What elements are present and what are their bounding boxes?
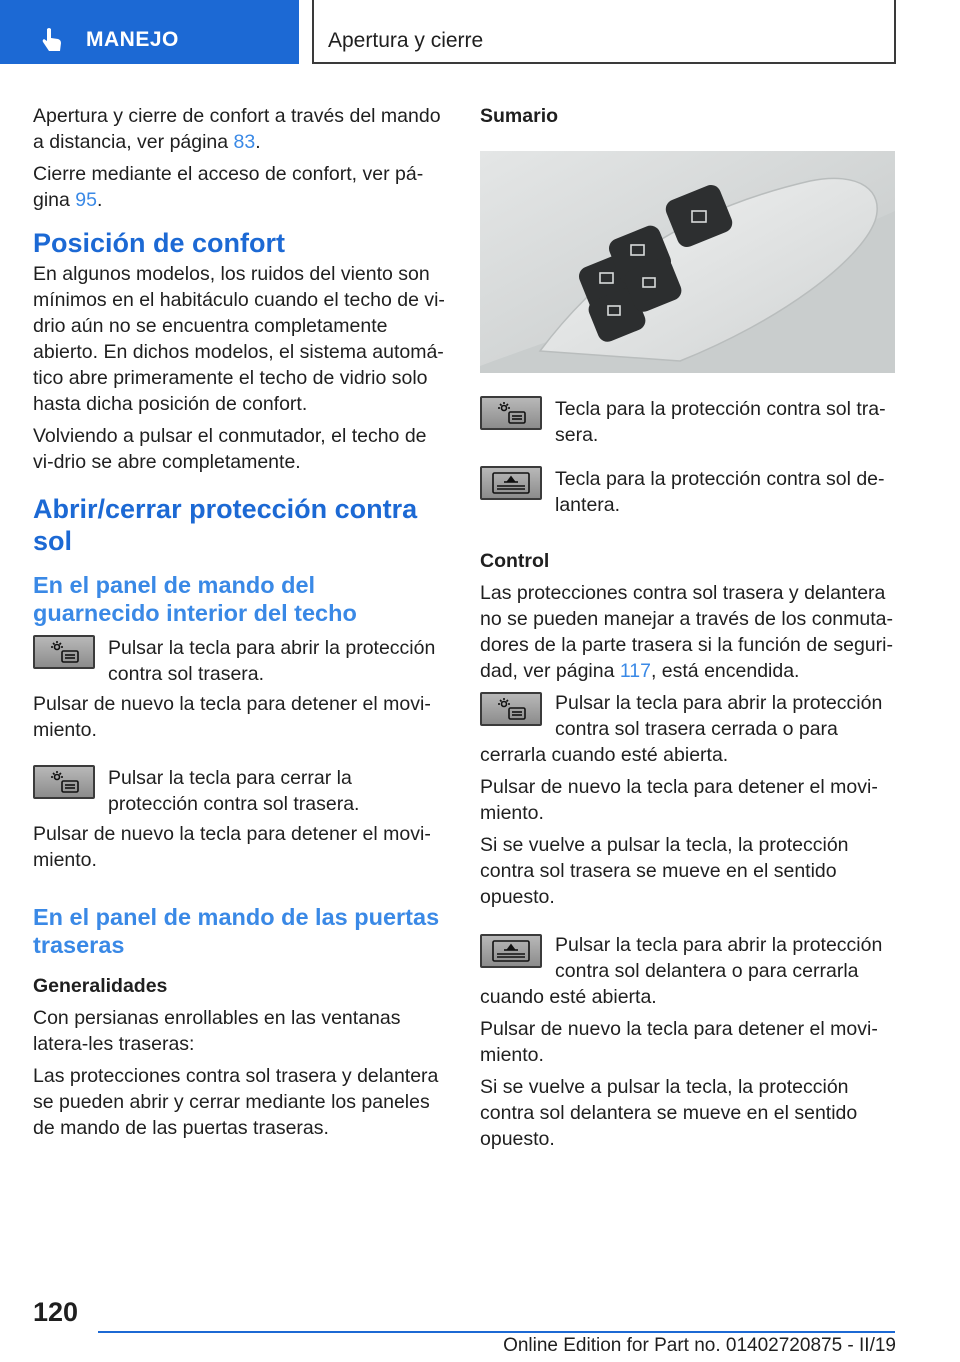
key-legend [480, 396, 895, 448]
paragraph: Pulsar de nuevo la tecla para detener el movi-miento. [33, 693, 431, 741]
left-column [33, 103, 445, 1147]
key-description: Tecla para la protección contra sol tra-sera. [555, 398, 886, 446]
heading-panel-techo: En el panel de mando del guarnecido interior del techo [33, 572, 357, 626]
paragraph: Cierre mediante el acceso de confort, ver pá-gina 95. [33, 163, 424, 211]
paragraph: Pulsar de nuevo la tecla para detener el movi-miento. [33, 823, 431, 871]
key-description: Pulsar la tecla para abrir la protección contra sol delantera o para cerrarla cuando esté abierta. [480, 934, 883, 1008]
paragraph: Si se vuelve a pulsar la tecla, la protección contra sol trasera se mueve en el sentido opuesto. [480, 834, 849, 908]
heading-generalidades: Generalidades [33, 975, 168, 997]
rear-sunblind-key-icon [480, 396, 542, 430]
door-panel-switches-photo [480, 151, 895, 373]
chapter-tab [0, 0, 299, 64]
rear-sunblind-key-icon [33, 765, 95, 799]
key-legend [480, 466, 895, 518]
page-link[interactable]: 95 [75, 189, 97, 211]
key-instruction [480, 690, 895, 768]
key-description: Pulsar la tecla para abrir la protección contra sol trasera cerrada o para cerrarla cuando esté abierta. [480, 692, 883, 766]
paragraph: Volviendo a pulsar el conmutador, el techo de vi-drio se abre completamente. [33, 425, 427, 473]
hand-pointer-icon [38, 26, 66, 54]
key-description: Pulsar la tecla para abrir la protección contra sol trasera. [108, 637, 436, 685]
paragraph: Si se vuelve a pulsar la tecla, la protección contra sol delantera se mueve en el sentido opuesto. [480, 1076, 858, 1150]
paragraph: Apertura y cierre de confort a través del mando a distancia, ver página 83. [33, 105, 441, 153]
paragraph: En algunos modelos, los ruidos del viento son mínimos en el habitáculo cuando el techo de vi-drio aún no se encuentra completamente abierto. En dichos modelos, el sistema automá-tico abre primeramente el techo de vidrio solo hasta dicha posición de confort. [33, 263, 445, 415]
paragraph: Con persianas enrollables en las ventanas latera-les traseras: [33, 1007, 401, 1055]
page-link[interactable]: 117 [619, 660, 651, 682]
paragraph: Las protecciones contra sol trasera y delantera se pueden abrir y cerrar mediante los paneles de mando de las puertas traseras. [33, 1065, 439, 1139]
heading-abrir-cerrar: Abrir/cerrar protección contra sol [33, 494, 418, 556]
section-header [312, 0, 896, 64]
key-instruction [480, 932, 895, 1010]
page-number: 120 [33, 1297, 79, 1327]
heading-sumario: Sumario [480, 105, 559, 127]
chapter-label: MANEJO [86, 28, 179, 51]
heading-control: Control [480, 550, 550, 572]
edition-note: Online Edition for Part no. 01402720875 - II/19 [503, 1335, 896, 1356]
front-sunblind-key-icon [480, 934, 542, 968]
rear-sunblind-key-icon [480, 692, 542, 726]
footer-divider [98, 1331, 895, 1333]
page-link[interactable]: 83 [233, 131, 256, 153]
key-description: Tecla para la protección contra sol de-lantera. [555, 468, 885, 516]
paragraph: Pulsar de nuevo la tecla para detener el movi-miento. [480, 776, 878, 824]
front-sunblind-key-icon [480, 466, 542, 500]
section-title: Apertura y cierre [328, 29, 484, 52]
key-instruction [33, 765, 445, 817]
paragraph: Pulsar de nuevo la tecla para detener el movi-miento. [480, 1018, 878, 1066]
key-instruction [33, 635, 445, 687]
heading-posicion-confort: Posición de confort [33, 228, 286, 258]
rear-sunblind-key-icon [33, 635, 95, 669]
heading-panel-puertas: En el panel de mando de las puertas traseras [33, 904, 440, 958]
key-description: Pulsar la tecla para cerrar la protección contra sol trasera. [108, 767, 360, 815]
paragraph: Las protecciones contra sol trasera y delantera no se pueden manejar a través de los conmuta-dores de la parte trasera si la función de seguri-dad, ver página 117, está encendida. [480, 582, 893, 682]
right-column [480, 103, 895, 1158]
